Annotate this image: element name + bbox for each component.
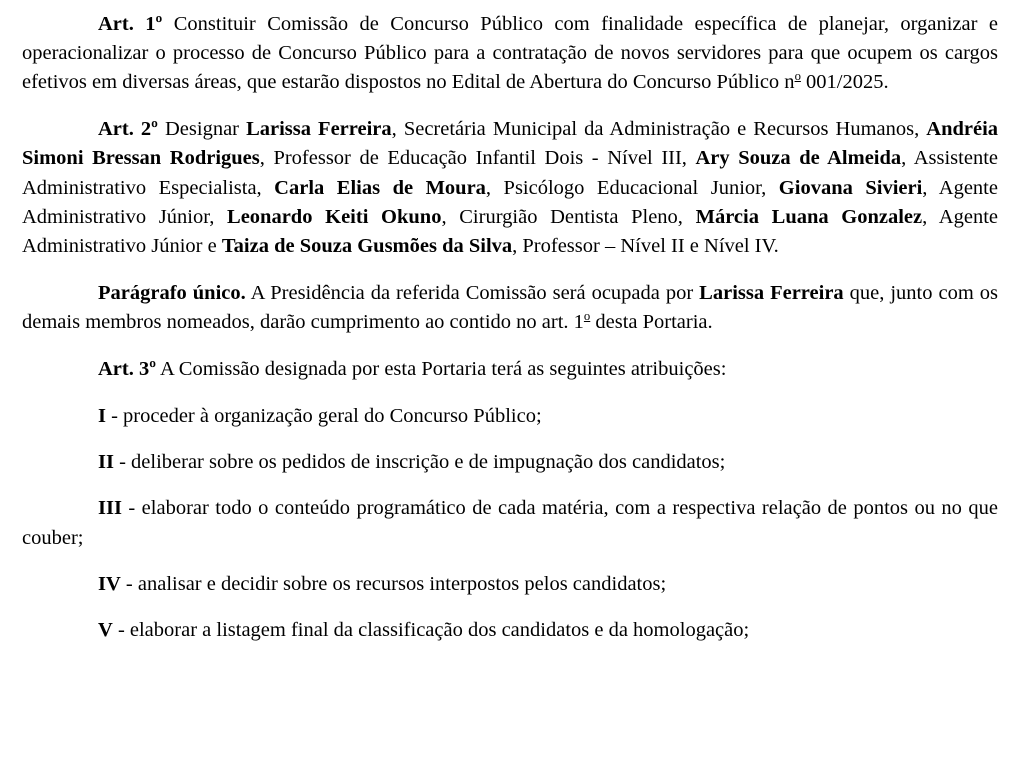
- item-text-ii: - deliberar sobre os pedidos de inscrição e de impugnação dos candidatos;: [113, 451, 726, 474]
- art2-seg-2: , Secretária Municipal da Administração e Recursos Humanos,: [391, 118, 927, 141]
- paragrafo-seg-3: desta Portaria.: [590, 310, 713, 333]
- art2-seg-5: , Psicólogo Educacional Junior,: [485, 176, 779, 199]
- item-text-iv: - analisar e decidir sobre os recursos interpostos pelos candidatos;: [120, 572, 667, 595]
- item-numeral-v: V: [98, 618, 113, 641]
- president-name: Larissa Ferreira: [699, 281, 844, 304]
- article-label-art3: Art. 3º: [98, 358, 156, 381]
- list-item-iii: [22, 494, 998, 552]
- art1-text-part1: Constituir Comissão de Concurso Público com finalidade específica de planejar, organizar e operacionalizar o processo de Concurso Público para a contratação de novos servidores para que ocupem os cargos efetivos em diversas áreas, que estarão dispostos no Edital de Abertura do Concurso Público n: [22, 13, 998, 94]
- designee-name-8: Taiza de Souza Gusmões da Silva: [221, 234, 513, 257]
- designee-name-2: Andréia Simoni Bressan Rodrigues: [22, 118, 999, 170]
- paragraph-art2: [22, 115, 998, 261]
- paragraph-art3: [22, 355, 998, 384]
- art2-seg-9: , Professor – Nível II e Nível IV.: [512, 234, 779, 257]
- item-numeral-i: I: [98, 405, 106, 428]
- list-item-iv: [22, 570, 998, 599]
- designee-name-6: Leonardo Keiti Okuno: [227, 205, 442, 228]
- art2-seg-1: Designar: [157, 118, 247, 141]
- list-item-v: [22, 616, 998, 645]
- art1-text-part2: 001/2025.: [800, 71, 889, 94]
- item-text-i: - proceder à organização geral do Concurso Público;: [105, 405, 542, 428]
- item-numeral-ii: II: [98, 451, 114, 474]
- art2-seg-4: , Assistente Administrativo Especialista,: [22, 147, 998, 199]
- designee-name-4: Carla Elias de Moura: [274, 176, 486, 199]
- ordinal-mark-art1: o: [794, 69, 801, 84]
- paragrafo-seg-2: que, junto com os demais membros nomeados, darão cumprimento ao contido no art. 1: [22, 281, 998, 333]
- designee-name-1: Larissa Ferreira: [246, 118, 392, 141]
- item-text-v: - elaborar a listagem final da classificação dos candidatos e da homologação;: [112, 618, 750, 641]
- paragraph-art1: [22, 10, 998, 97]
- item-numeral-iv: IV: [98, 572, 121, 595]
- article-label-art2: Art. 2º: [98, 118, 158, 141]
- art2-seg-7: , Cirurgião Dentista Pleno,: [441, 205, 696, 228]
- list-item-ii: [22, 448, 998, 477]
- art3-text: A Comissão designada por esta Portaria terá as seguintes atribuições:: [156, 358, 727, 381]
- paragrafo-unico-label: Parágrafo único.: [98, 281, 246, 304]
- item-numeral-iii: III: [98, 497, 122, 520]
- art2-seg-8: , Agente Administrativo Júnior e: [22, 205, 999, 257]
- item-text-iii: - elaborar todo o conteúdo programático de cada matéria, com a respectiva relação de pontos ou no que couber;: [22, 497, 998, 549]
- art2-seg-6: , Agente Administrativo Júnior,: [22, 176, 998, 228]
- paragraph-paragrafo-unico: [22, 279, 998, 337]
- ordinal-mark-paragrafo: o: [583, 309, 591, 324]
- paragrafo-seg-1: A Presidência da referida Comissão será ocupada por: [245, 281, 700, 304]
- designee-name-5: Giovana Sivieri: [778, 176, 923, 199]
- list-item-i: [22, 402, 998, 431]
- designee-name-7: Márcia Luana Gonzalez: [695, 205, 923, 228]
- article-label-art1: Art. 1º: [98, 13, 163, 35]
- art2-seg-3: , Professor de Educação Infantil Dois - Nível III,: [259, 147, 696, 170]
- designee-name-3: Ary Souza de Almeida: [695, 147, 902, 170]
